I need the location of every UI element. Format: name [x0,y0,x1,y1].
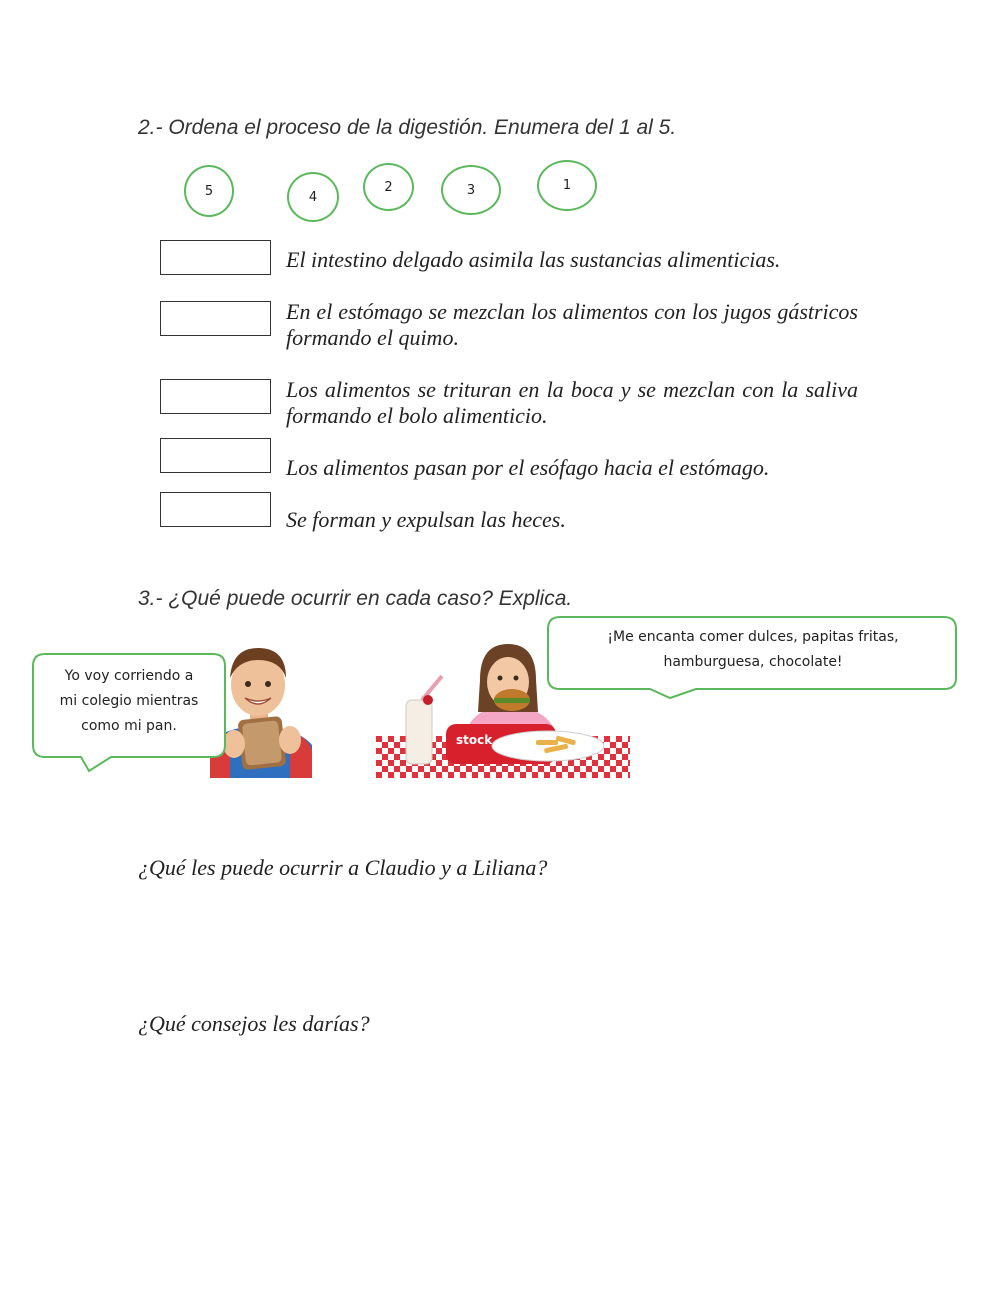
answer-box-3[interactable] [160,379,271,414]
boy-speech-text: Yo voy corriendo a mi colegio mientras como mi pan. [59,668,199,734]
step-sentence: El intestino delgado asimila las sustancias alimenticias. [286,247,781,272]
number-circle-3[interactable]: 3 [441,165,501,215]
number-circle-4[interactable]: 4 [287,172,339,222]
answer-box-4[interactable] [160,438,271,473]
section-2-heading: 2.- Ordena el proceso de la digestión. Enumera del 1 al 5. [138,116,677,139]
step-sentence: Se forman y expulsan las heces. [286,507,566,532]
number-circle-2[interactable]: 2 [363,163,414,211]
number-circle-1[interactable]: 1 [537,160,597,211]
step-sentence: En el estómago se mezclan los alimentos con los jugos gástricos formando el quimo. [286,299,858,350]
girl-speech-text: ¡Me encanta comer dulces, papitas fritas, hamburguesa, chocolate! [607,629,899,670]
section-3-heading: 3.- ¿Qué puede ocurrir en cada caso? Explica. [138,587,573,610]
answer-box-2[interactable] [160,301,271,336]
answer-box-1[interactable] [160,240,271,275]
question-what-can-happen: ¿Qué les puede ocurrir a Claudio y a Liliana? [138,855,548,880]
question-advice: ¿Qué consejos les darías? [138,1011,370,1036]
number-circle-5[interactable]: 5 [184,165,234,217]
step-sentence: Los alimentos se trituran en la boca y se mezclan con la saliva formando el bolo alimenticio. [286,377,858,428]
photo-watermark-text: stock [456,733,493,747]
step-sentence: Los alimentos pasan por el esófago hacia el estómago. [286,455,770,480]
answer-box-5[interactable] [160,492,271,527]
